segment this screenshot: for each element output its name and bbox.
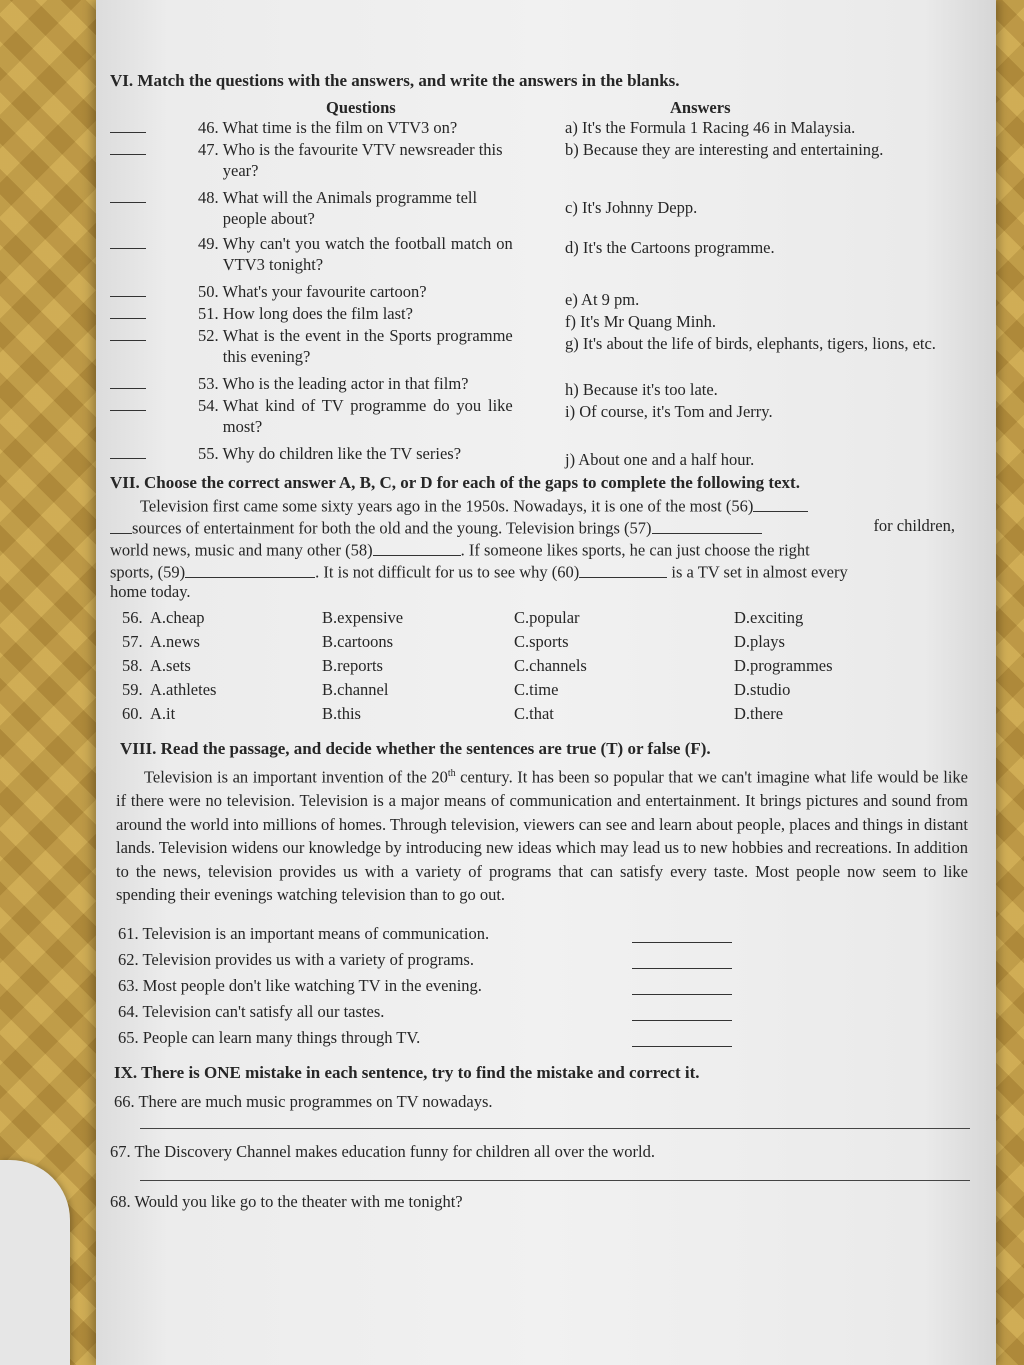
- cloze-line-3: world news, music and many other (58) . If someone likes sports, he can just choose the right: [110, 538, 955, 561]
- gap-57[interactable]: [652, 516, 762, 534]
- options-56: 56. A.cheap B.expensive C.popular D.exciting: [122, 608, 804, 627]
- section-7-heading: VII. Choose the correct answer A, B, C, or D for each of the gaps to complete the following text.: [110, 473, 800, 492]
- options-58: 58. A.sets B.reports C.channels D.programmes: [122, 656, 833, 675]
- statement-64: 64. Television can't satisfy all our tastes.: [118, 1002, 385, 1021]
- option-58-a[interactable]: A.sets: [150, 656, 191, 675]
- answers-column-heading: Answers: [670, 98, 731, 117]
- question-48: 48. What will the Animals programme tell people about?: [110, 188, 530, 229]
- question-52: 52. What is the event in the Sports programme this evening?: [110, 326, 530, 367]
- answer-d: d) It's the Cartoons programme.: [565, 238, 775, 257]
- section-9-heading: IX. There is ONE mistake in each sentence, try to find the mistake and correct it.: [114, 1063, 700, 1082]
- tf-blank-63[interactable]: [632, 994, 732, 995]
- gap-56-continued: [110, 516, 132, 534]
- answer-blank[interactable]: [110, 388, 146, 389]
- section-8-heading: VIII. Read the passage, and decide whether the sentences are true (T) or false (F).: [120, 739, 711, 758]
- answer-blank[interactable]: [110, 318, 146, 319]
- cloze-line-1: Television first came some sixty years ago in the 1950s. Nowadays, it is one of the most (56): [140, 494, 955, 517]
- statement-65: 65. People can learn many things through TV.: [118, 1028, 421, 1047]
- statement-62: 62. Television provides us with a variety of programs.: [118, 950, 474, 969]
- statement-61: 61. Television is an important means of communication.: [118, 924, 490, 943]
- option-57-a[interactable]: A.news: [150, 632, 200, 651]
- option-56-d[interactable]: D.exciting: [734, 608, 804, 627]
- question-53: 53. Who is the leading actor in that film?: [110, 374, 530, 395]
- answer-blank[interactable]: [110, 410, 146, 411]
- option-57-c[interactable]: C.sports: [514, 632, 569, 651]
- correction-line-66[interactable]: [140, 1128, 970, 1129]
- option-56-b[interactable]: B.expensive: [322, 608, 404, 627]
- option-59-d[interactable]: D.studio: [734, 680, 791, 699]
- gap-59[interactable]: [185, 560, 315, 578]
- answer-blank[interactable]: [110, 202, 146, 203]
- answer-j: j) About one and a half hour.: [565, 450, 755, 469]
- gap-58[interactable]: [373, 538, 461, 556]
- option-59-c[interactable]: C.time: [514, 680, 559, 699]
- underlying-page-edge: [0, 1160, 70, 1365]
- tf-blank-64[interactable]: [632, 1020, 732, 1021]
- answer-h: h) Because it's too late.: [565, 380, 718, 399]
- option-60-a[interactable]: A.it: [150, 704, 176, 723]
- option-57-d[interactable]: D.plays: [734, 632, 785, 651]
- tf-blank-61[interactable]: [632, 942, 732, 943]
- answer-b: b) Because they are interesting and entertaining.: [565, 140, 884, 159]
- answer-blank[interactable]: [110, 296, 146, 297]
- sentence-66: 66. There are much music programmes on TV nowadays.: [114, 1092, 493, 1111]
- cloze-line-5: home today.: [110, 582, 191, 601]
- question-46: 46. What time is the film on VTV3 on?: [110, 118, 530, 139]
- gap-60[interactable]: [579, 560, 667, 578]
- questions-column-heading: Questions: [326, 98, 396, 117]
- question-49: 49. Why can't you watch the football match on VTV3 tonight?: [110, 234, 530, 275]
- tf-blank-65[interactable]: [632, 1046, 732, 1047]
- answer-e: e) At 9 pm.: [565, 290, 640, 309]
- sentence-67: 67. The Discovery Channel makes education funny for children all over the world.: [110, 1142, 655, 1161]
- option-59-b[interactable]: B.channel: [322, 680, 389, 699]
- answer-c: c) It's Johnny Depp.: [565, 198, 698, 217]
- option-56-a[interactable]: A.cheap: [150, 608, 205, 627]
- option-58-c[interactable]: C.channels: [514, 656, 587, 675]
- cloze-line-2: sources of entertainment for both the old and the young. Television brings (57) for children,: [110, 516, 955, 539]
- correction-line-67[interactable]: [140, 1180, 970, 1181]
- answer-g: g) It's about the life of birds, elephants, tigers, lions, etc.: [565, 334, 936, 353]
- option-60-d[interactable]: D.there: [734, 704, 784, 723]
- option-57-b[interactable]: B.cartoons: [322, 632, 394, 651]
- answer-blank[interactable]: [110, 248, 146, 249]
- option-60-b[interactable]: B.this: [322, 704, 361, 723]
- options-60: 60. A.it B.this C.that D.there: [122, 704, 784, 723]
- cloze-line-4: sports, (59) . It is not difficult for us to see why (60) is a TV set in almost every: [110, 560, 955, 583]
- question-50: 50. What's your favourite cartoon?: [110, 282, 530, 303]
- option-58-d[interactable]: D.programmes: [734, 656, 833, 675]
- answer-blank[interactable]: [110, 458, 146, 459]
- options-59: 59. A.athletes B.channel C.time D.studio: [122, 680, 791, 699]
- answer-blank[interactable]: [110, 132, 146, 133]
- option-59-a[interactable]: A.athletes: [150, 680, 217, 699]
- answer-a: a) It's the Formula 1 Racing 46 in Malaysia.: [565, 118, 856, 137]
- answer-blank[interactable]: [110, 154, 146, 155]
- answer-f: f) It's Mr Quang Minh.: [565, 312, 716, 331]
- option-56-c[interactable]: C.popular: [514, 608, 580, 627]
- reading-passage: Television is an important invention of the 20th century. It has been so popular that we can't imagine what life would be like if there were no television. Television is a major means of communication and entertainment. It brings pictures and sound from around the world into millions of homes. Through television, viewers can see and learn about people, places and things in distant lands. Television widens our knowledge by introducing new ideas which may lead us to new hobbies and recreations. In addition to the news, television provides us with a variety of programs that can satisfy every taste. Most people now seem to like spending their evenings watching television than to go out.: [116, 767, 968, 904]
- question-54: 54. What kind of TV programme do you like most?: [110, 396, 530, 437]
- option-60-c[interactable]: C.that: [514, 704, 554, 723]
- option-58-b[interactable]: B.reports: [322, 656, 383, 675]
- answer-blank[interactable]: [110, 340, 146, 341]
- gap-56[interactable]: [753, 494, 808, 512]
- answer-i: i) Of course, it's Tom and Jerry.: [565, 402, 773, 421]
- question-51: 51. How long does the film last?: [110, 304, 530, 325]
- question-55: 55. Why do children like the TV series?: [110, 444, 530, 465]
- tf-blank-62[interactable]: [632, 968, 732, 969]
- section-6-heading: VI. Match the questions with the answers, and write the answers in the blanks.: [110, 71, 680, 90]
- statement-63: 63. Most people don't like watching TV in the evening.: [118, 976, 482, 995]
- options-57: 57. A.news B.cartoons C.sports D.plays: [122, 632, 785, 651]
- question-47: 47. Who is the favourite VTV newsreader this year?: [110, 140, 530, 181]
- sentence-68: 68. Would you like go to the theater with me tonight?: [110, 1192, 463, 1211]
